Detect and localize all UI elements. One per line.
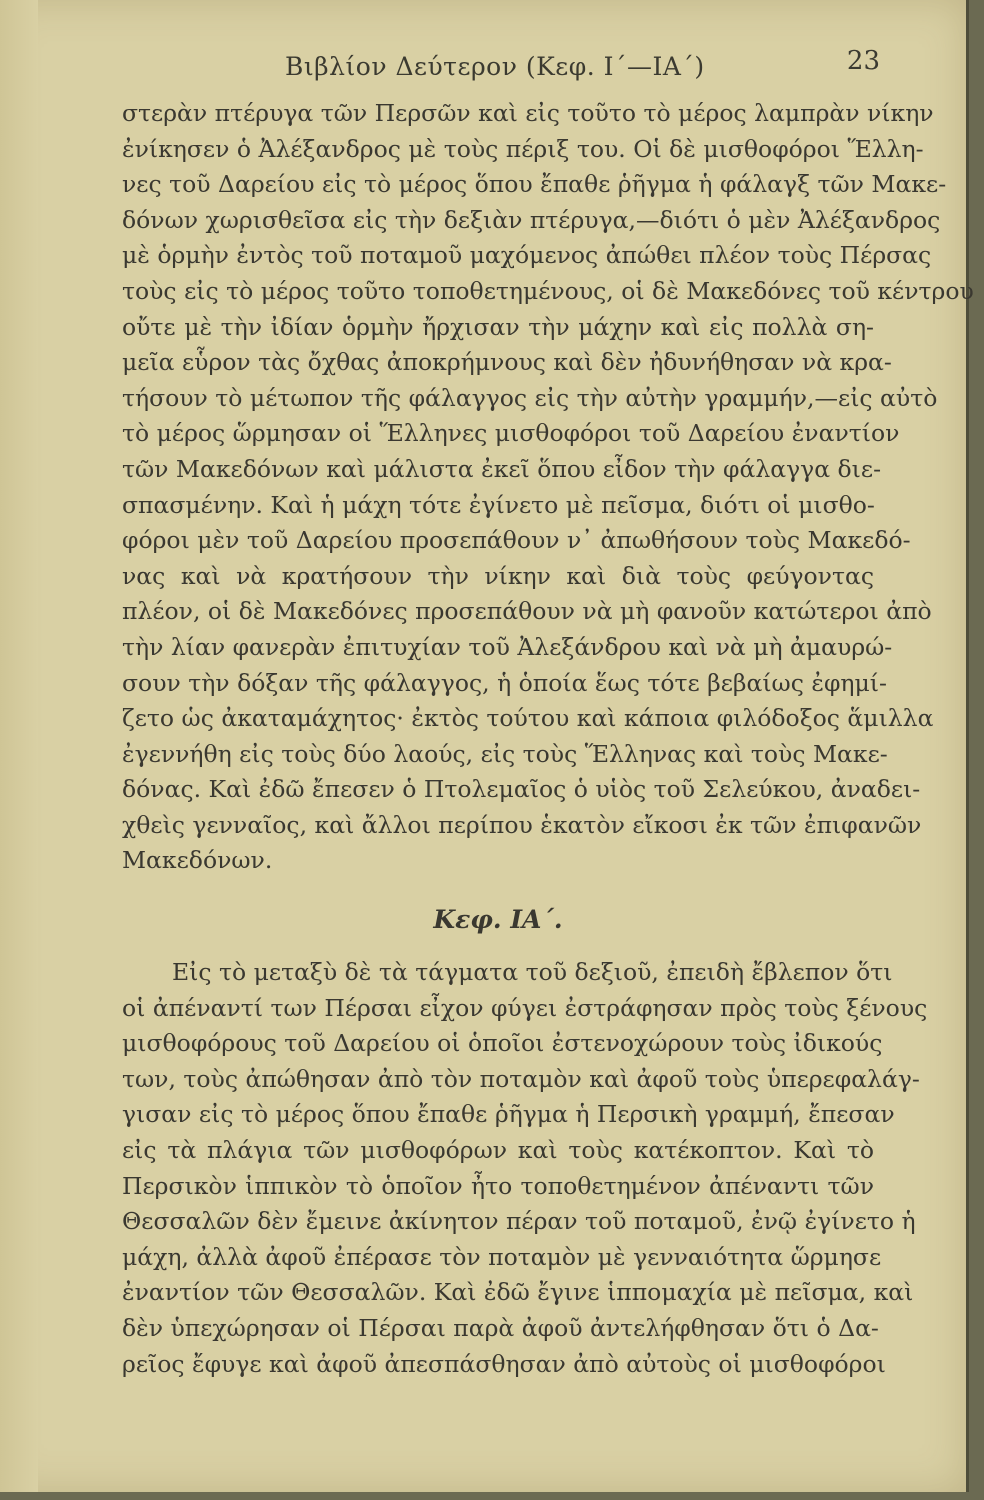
text-line: χθεὶς γενναῖος, καὶ ἄλλοι περίπου ἑκατὸν εἴκοσι ἐκ τῶν ἐπιφανῶν: [122, 810, 922, 839]
text-line: ἐγεννήθη εἰς τοὺς δύο λαούς, εἰς τοὺς Ἕλληνας καὶ τοὺς Μακε-: [122, 739, 888, 768]
text-line: ρεῖος ἔφυγε καὶ ἀφοῦ ἀπεσπάσθησαν ἀπὸ αὐτοὺς οἱ μισθοφόροι: [122, 1349, 886, 1378]
text-line: ἐνίκησεν ὁ Ἀλέξανδρος μὲ τοὺς πέριξ του. Οἱ δὲ μισθοφόροι Ἕλλη-: [122, 134, 924, 163]
text-line: μεῖα εὗρον τὰς ὄχθας ἀποκρήμνους καὶ δὲν ἠδυνήθησαν νὰ κρα-: [122, 348, 892, 377]
text-line: ζετο ὡς ἀκαταμάχητος· ἐκτὸς τούτου καὶ κάποια φιλόδοξος ἅμιλλα: [122, 704, 934, 733]
text-line: τὴν λίαν φανερὰν ἐπιτυχίαν τοῦ Ἀλεξάνδρου καὶ νὰ μὴ ἀμαυρώ-: [122, 632, 893, 661]
page-number: 23: [846, 46, 880, 76]
text-line: σπασμένην. Καὶ ἡ μάχη τότε ἐγίνετο μὲ πεῖσμα, διότι οἱ μισθο-: [122, 490, 875, 519]
paragraph-1: [122, 96, 974, 879]
text-line: τῶν Μακεδόνων καὶ μάλιστα ἐκεῖ ὅπου εἶδον τὴν φάλαγγα διε-: [122, 454, 882, 483]
text-line: Περσικὸν ἱππικὸν τὸ ὁποῖον ἦτο τοποθετημένον ἀπέναντι τῶν: [122, 1171, 874, 1200]
text-line: δὲν ὑπεχώρησαν οἱ Πέρσαι παρὰ ἀφοῦ ἀντελήφθησαν ὅτι ὁ Δα-: [122, 1314, 879, 1342]
text-line: ἐναντίον τῶν Θεσσαλῶν. Καὶ ἐδῶ ἔγινε ἱππομαχία μὲ πεῖσμα, καὶ: [122, 1278, 914, 1307]
text-line: τήσουν τὸ μέτωπον τῆς φάλαγγος εἰς τὴν αὐτὴν γραμμήν,—εἰς αὐτὸ: [122, 383, 938, 412]
text-line: δόνων χωρισθεῖσα εἰς τὴν δεξιὰν πτέρυγα,—διότι ὁ μὲν Ἀλέξανδρος: [122, 205, 941, 234]
running-header: [110, 46, 880, 90]
page-body: [122, 96, 974, 1382]
text-line: δόνας. Καὶ ἐδῶ ἔπεσεν ὁ Πτολεμαῖος ὁ υἱὸς τοῦ Σελεύκου, ἀναδει-: [122, 775, 921, 804]
text-line: μισθοφόρους τοῦ Δαρείου οἱ ὁποῖοι ἐστενοχώρουν τοὺς ἰδικούς: [122, 1029, 883, 1058]
section-heading: Κεφ. ΙΑ΄.: [433, 905, 563, 935]
paragraph-2: [122, 955, 928, 1382]
text-line: στερὰν πτέρυγα τῶν Περσῶν καὶ εἰς τοῦτο τὸ μέρος λαμπρὰν νίκην: [122, 99, 934, 127]
text-line: μάχη, ἀλλὰ ἀφοῦ ἐπέρασε τὸν ποταμὸν μὲ γενναιότητα ὥρμησε: [122, 1242, 882, 1271]
text-line: Θεσσαλῶν δὲν ἔμεινε ἀκίνητον πέραν τοῦ ποταμοῦ, ἐνῷ ἐγίνετο ἡ: [122, 1207, 916, 1236]
text-line: μὲ ὁρμὴν ἐντὸς τοῦ ποταμοῦ μαχόμενος ἀπώθει πλέον τοὺς Πέρσας: [122, 241, 932, 270]
text-line: οὔτε μὲ τὴν ἰδίαν ὁρμὴν ἤρχισαν τὴν μάχην καὶ εἰς πολλὰ ση-: [122, 312, 874, 341]
text-line: τοὺς εἰς τὸ μέρος τοῦτο τοποθετημένους, οἱ δὲ Μακεδόνες τοῦ κέντρου: [122, 276, 974, 305]
text-line: εἰς τὰ πλάγια τῶν μισθοφόρων καὶ τοὺς κατέκοπτον. Καὶ τὸ: [122, 1136, 874, 1165]
text-line: νας καὶ νὰ κρατήσουν τὴν νίκην καὶ διὰ τοὺς φεύγοντας: [122, 561, 874, 590]
text-line: σουν τὴν δόξαν τῆς φάλαγγος, ἡ ὁποία ἕως τότε βεβαίως ἐφημί-: [122, 668, 887, 697]
text-line: Εἰς τὸ μεταξὺ δὲ τὰ τάγματα τοῦ δεξιοῦ, ἐπειδὴ ἔβλεπον ὅτι: [172, 958, 893, 987]
text-line: Μακεδόνων.: [122, 846, 273, 875]
text-line: γισαν εἰς τὸ μέρος ὅπου ἔπαθε ῥῆγμα ἡ Περσικὴ γραμμή, ἔπεσαν: [122, 1100, 895, 1129]
page-gutter: [0, 0, 38, 1492]
text-line: οἱ ἀπέναντί των Πέρσαι εἶχον φύγει ἐστράφησαν πρὸς τοὺς ξένους: [122, 993, 928, 1022]
text-line: των, τοὺς ἀπώθησαν ἀπὸ τὸν ποταμὸν καὶ ἀφοῦ τοὺς ὑπερεφαλάγ-: [122, 1064, 920, 1093]
running-title: Βιβλίον Δεύτερον (Κεφ. Ι΄—ΙΑ΄): [285, 52, 705, 81]
text-line: τὸ μέρος ὥρμησαν οἱ Ἕλληνες μισθοφόροι τοῦ Δαρείου ἐναντίον: [122, 419, 900, 448]
text-line: πλέον, οἱ δὲ Μακεδόνες προσεπάθουν νὰ μὴ φανοῦν κατώτεροι ἀπὸ: [122, 597, 932, 626]
text-line: φόροι μὲν τοῦ Δαρείου προσεπάθουν ν᾿ ἀπωθήσουν τοὺς Μακεδό-: [122, 526, 911, 555]
text-line: νες τοῦ Δαρείου εἰς τὸ μέρος ὅπου ἔπαθε ῥῆγμα ἡ φάλαγξ τῶν Μακε-: [122, 170, 947, 199]
